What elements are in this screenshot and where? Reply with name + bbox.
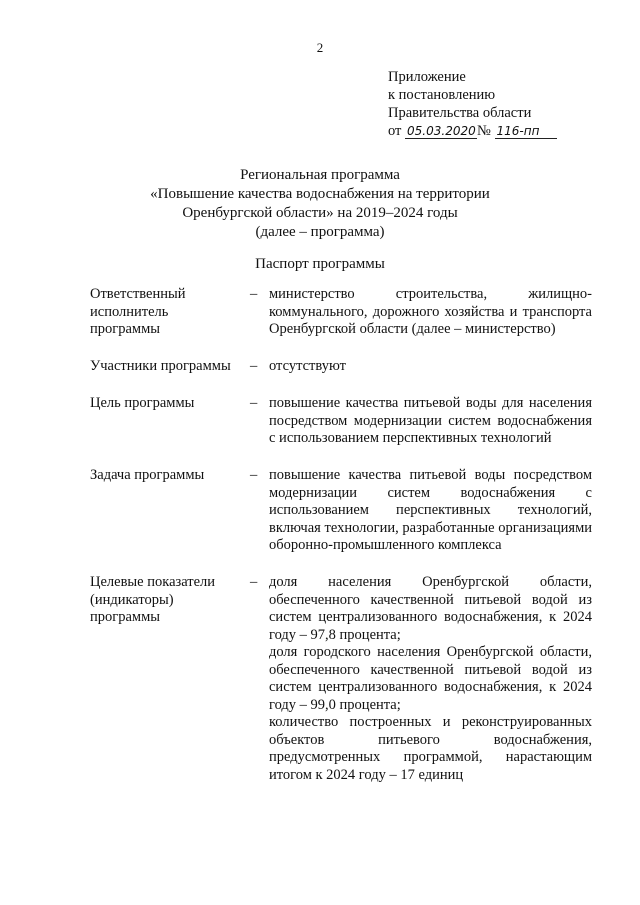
passport-title: Паспорт программы	[255, 256, 385, 272]
row-label: Целевые показатели (индикаторы) программы	[90, 574, 216, 625]
row-label: Участники программы	[90, 358, 231, 374]
row-value-paragraph: повышение качества питьевой воды для населения посредством модернизации систем водоснабжения с использованием перспективных технологий	[269, 395, 592, 446]
row-label: Ответственный исполнитель программы	[90, 286, 186, 337]
passport-row	[90, 574, 592, 784]
number-prefix: №	[477, 123, 491, 139]
row-label: Цель программы	[90, 395, 195, 411]
row-value	[269, 395, 592, 448]
appendix-line-3: Правительства области	[388, 105, 532, 121]
appendix-line-1: Приложение	[388, 69, 466, 85]
row-value-paragraph: доля населения Оренбургской области, обеспеченного качественной питьевой водой из систем централизованного водоснабжения, к 2024 году – 97,8 процента;	[269, 574, 592, 643]
title-line-1: Региональная программа	[240, 167, 400, 183]
row-value-paragraph: отсутствуют	[269, 358, 346, 374]
handwritten-date: 05.03.2020	[407, 124, 476, 138]
title-line-3: Оренбургской области» на 2019–2024 годы	[182, 205, 458, 221]
row-label: Задача программы	[90, 467, 205, 483]
title-line-4: (далее – программа)	[255, 224, 385, 240]
appendix-block	[388, 68, 557, 140]
handwritten-number: 116-пп	[495, 124, 557, 139]
row-value	[269, 358, 592, 376]
title-line-2: «Повышение качества водоснабжения на территории	[150, 186, 490, 202]
date-prefix: от	[388, 123, 402, 139]
row-dash: –	[250, 358, 258, 374]
appendix-date-line	[388, 122, 557, 140]
row-dash: –	[250, 574, 258, 590]
appendix-line-2: к постановлению	[388, 87, 496, 103]
row-value-paragraph: повышение качества питьевой воды посредством модернизации систем водоснабжения с использованием перспективных технологий, включая технологии, разработанные организациями оборонно-промышленного комплекса	[269, 467, 592, 553]
row-value-paragraph: доля городского населения Оренбургской области, обеспеченного качественной питьевой водой из систем централизованного водоснабжения, к 2024 году – 99,0 процента;	[269, 644, 592, 713]
passport-row	[90, 395, 592, 448]
page-number: 2	[316, 40, 324, 55]
passport-row	[90, 286, 592, 339]
row-value-paragraph: количество построенных и реконструированных объектов питьевого водоснабжения, предусмотренных программой, нарастающим итогом к 2024 году – 17 единиц	[269, 714, 592, 783]
passport-table	[90, 286, 592, 803]
row-value	[269, 574, 592, 784]
row-dash: –	[250, 467, 258, 483]
row-value-paragraph: министерство строительства, жилищно-коммунального, дорожного хозяйства и транспорта Оренбургской области (далее – министерство)	[269, 286, 592, 337]
program-title	[0, 166, 640, 242]
row-dash: –	[250, 395, 258, 411]
row-value	[269, 467, 592, 555]
passport-row	[90, 358, 592, 376]
passport-row	[90, 467, 592, 555]
row-value	[269, 286, 592, 339]
row-dash: –	[250, 286, 258, 302]
